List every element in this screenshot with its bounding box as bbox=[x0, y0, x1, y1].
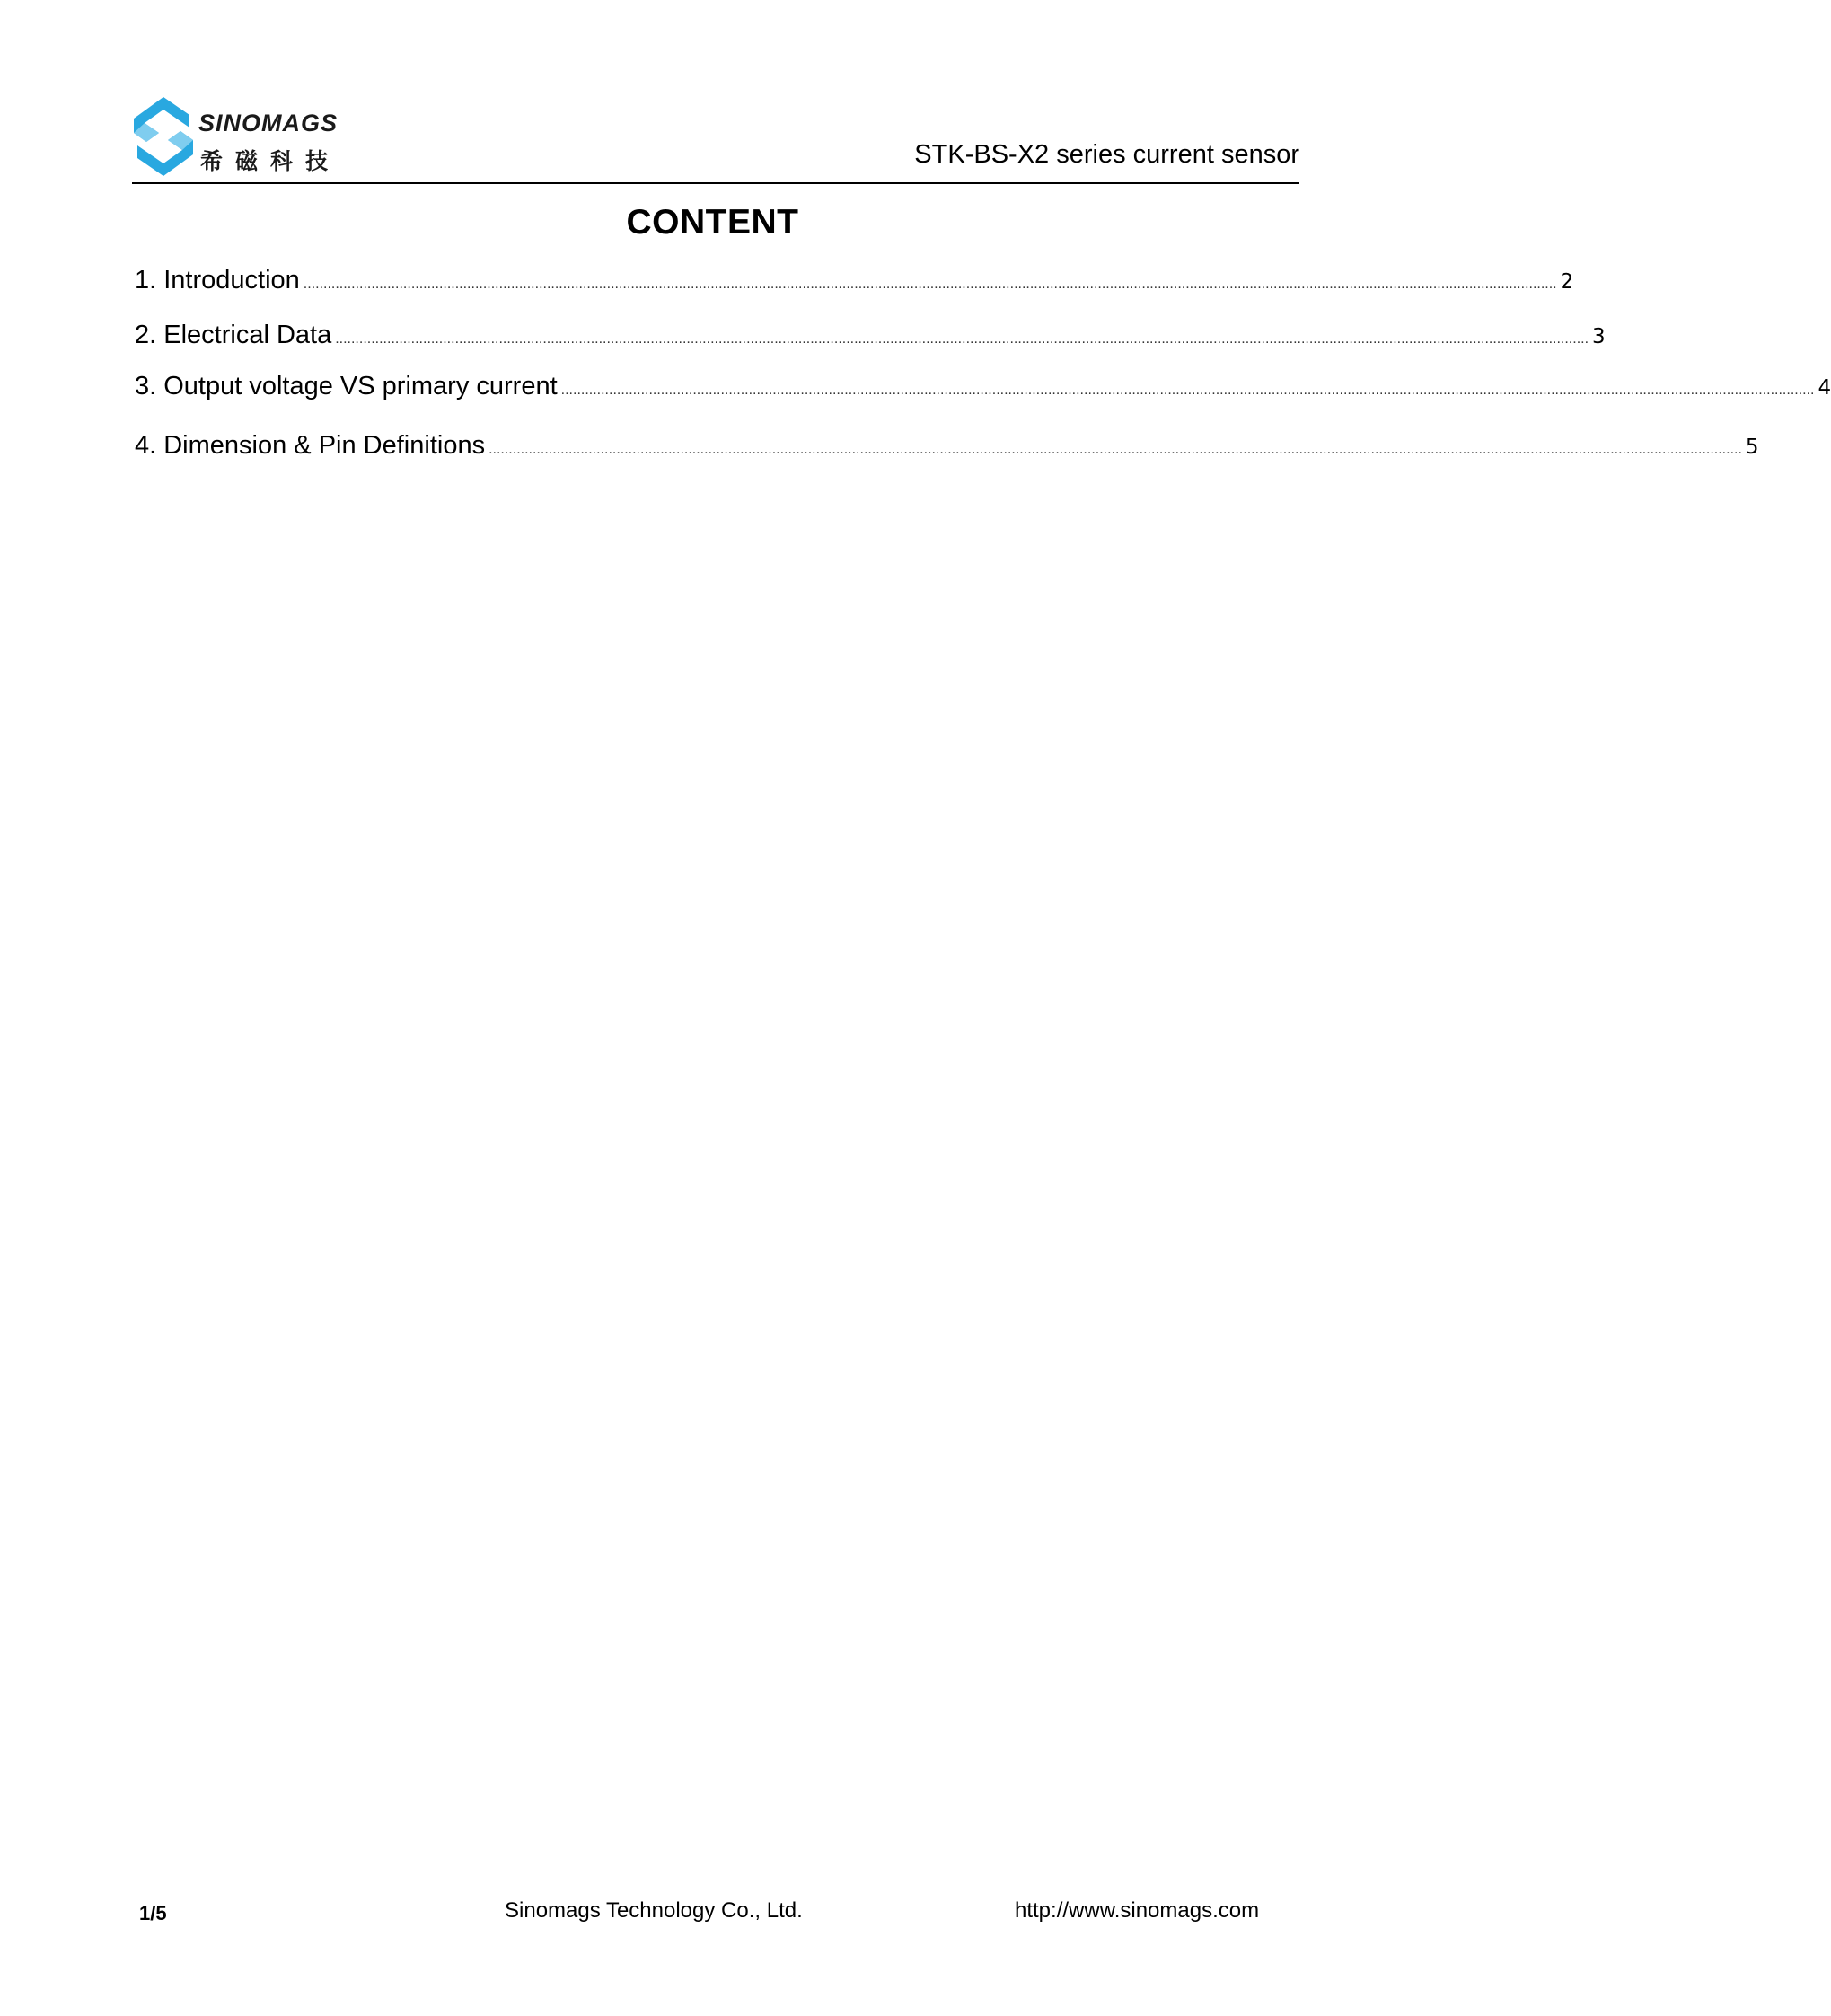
toc-entry-page: 4 bbox=[1818, 376, 1831, 400]
toc-leader-dots: .......................................................................................................................................................................................................................................................................................................................... bbox=[560, 383, 1815, 398]
header-divider bbox=[132, 182, 1299, 184]
toc-entry-page: 3 bbox=[1592, 325, 1606, 348]
document-title: STK-BS-X2 series current sensor bbox=[914, 140, 1299, 169]
toc-leader-dots: .......................................................................................................................................................................................................................................................................................................................... bbox=[335, 331, 1589, 347]
page-footer bbox=[0, 1898, 1425, 1934]
logo-mark-icon bbox=[132, 95, 195, 178]
toc-entry-page: 2 bbox=[1560, 270, 1574, 294]
page-header bbox=[132, 90, 1299, 183]
toc-entry-introduction[interactable] bbox=[135, 266, 1574, 295]
toc-entry-output-voltage[interactable] bbox=[135, 372, 1831, 401]
page-title: CONTENT bbox=[626, 203, 799, 242]
toc-entry-electrical-data[interactable] bbox=[135, 321, 1606, 350]
toc-entry-label: 2. Electrical Data bbox=[135, 321, 332, 349]
toc-entry-label: 3. Output voltage VS primary current bbox=[135, 372, 558, 401]
toc-entry-dimension-pin[interactable] bbox=[135, 431, 1759, 461]
toc-entry-label: 1. Introduction bbox=[135, 266, 300, 295]
page-number: 1/5 bbox=[139, 1902, 167, 1924]
toc-leader-dots: .......................................................................................................................................................................................................................................................................................................................... bbox=[303, 277, 1557, 292]
footer-company-name: Sinomags Technology Co., Ltd. bbox=[505, 1898, 803, 1923]
brand-name-en: SINOMAGS bbox=[198, 110, 339, 136]
brand-name-cn: 希磁科技 bbox=[200, 148, 341, 174]
toc-entry-page: 5 bbox=[1745, 436, 1759, 459]
company-logo bbox=[132, 95, 348, 178]
toc-leader-dots: .......................................................................................................................................................................................................................................................................................................................... bbox=[489, 442, 1742, 457]
toc-entry-label: 4. Dimension & Pin Definitions bbox=[135, 431, 486, 460]
footer-website-link[interactable]: http://www.sinomags.com bbox=[1015, 1898, 1260, 1923]
